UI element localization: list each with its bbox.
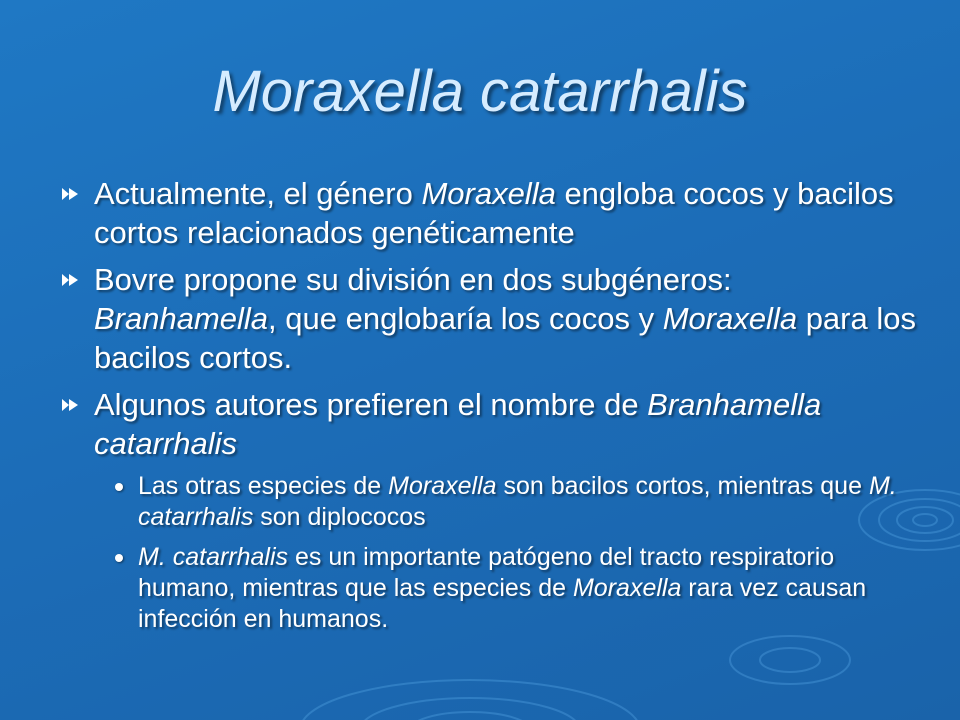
bullet-italic-text: Branhamella catarrhalis: [94, 387, 822, 461]
bullet-text: Actualmente, el género: [94, 176, 422, 211]
slide-title: Moraxella catarrhalis: [212, 59, 748, 124]
bullet-text: engloba cocos y bacilos cortos relacionados genéticamente: [94, 176, 894, 250]
arrow-bullet-icon: [60, 272, 80, 288]
bullet-text: para los bacilos cortos.: [94, 301, 916, 375]
sub-bullet-text: son bacilos cortos, mientras que: [496, 472, 869, 500]
slide-content: [60, 174, 920, 644]
arrow-bullet-icon: [60, 186, 80, 202]
sub-bullet-text: Las otras especies de: [138, 472, 389, 500]
dot-bullet-icon: [115, 483, 123, 491]
sub-bullet-item: [60, 542, 920, 635]
sub-bullet-italic-text: Moraxella: [572, 574, 682, 602]
bullet-item: [60, 260, 920, 377]
sub-bullet-text: es un importante patógeno del tracto respiratorio humano, mientras que las especies de: [138, 543, 835, 602]
bullet-italic-text: Moraxella: [421, 176, 556, 211]
sub-bullet-text: rara vez causan infección en humanos.: [138, 574, 867, 633]
bullet-item: [60, 385, 920, 463]
bullet-text: Bovre propone su división en dos subgéneros:: [94, 262, 732, 297]
sub-bullet-italic-text: M. catarrhalis: [138, 543, 289, 571]
sub-bullet-italic-text: M. catarrhalis: [138, 472, 897, 531]
bullet-italic-text: Branhamella: [94, 301, 269, 336]
bullet-italic-text: Moraxella: [662, 301, 798, 336]
sub-bullet-text: son diplococos: [253, 503, 426, 531]
sub-bullet-item: [60, 471, 920, 533]
bullet-text: Algunos autores prefieren el nombre de: [94, 387, 648, 422]
arrow-bullet-icon: [60, 397, 80, 413]
bullet-item: [60, 174, 920, 252]
bullet-text: , que englobaría los cocos y: [268, 301, 663, 336]
sub-bullet-italic-text: Moraxella: [388, 472, 497, 500]
dot-bullet-icon: [115, 554, 123, 562]
